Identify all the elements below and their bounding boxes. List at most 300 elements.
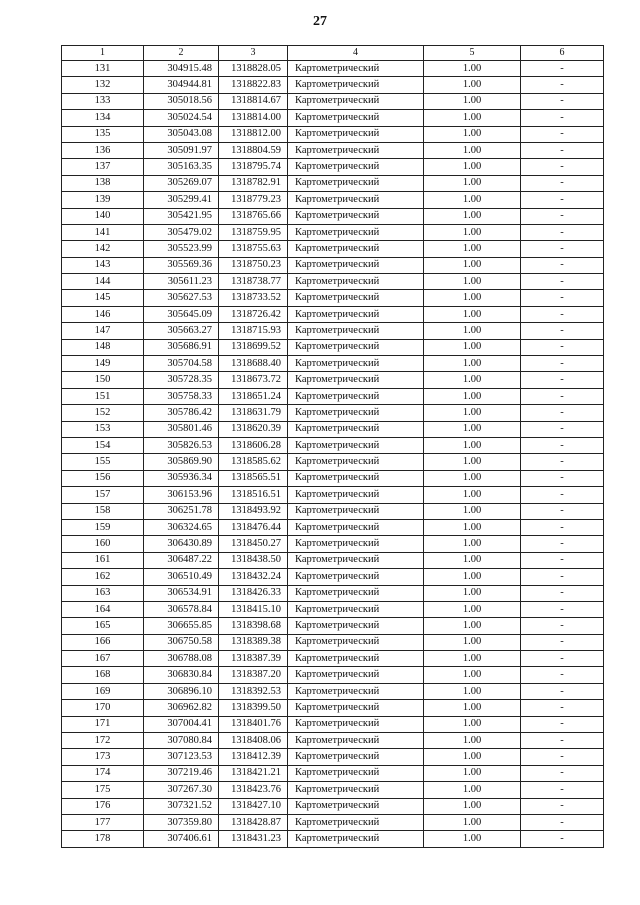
table-row — [62, 749, 604, 765]
x-coordinate-cell: 304915.48 — [144, 61, 219, 77]
point-number-cell: 161 — [62, 552, 144, 568]
table-row — [62, 552, 604, 568]
x-coordinate-cell: 305523.99 — [144, 241, 219, 257]
method-cell: Картометрический — [288, 569, 424, 585]
point-number-cell: 171 — [62, 716, 144, 732]
point-number-cell: 163 — [62, 585, 144, 601]
point-number-cell: 151 — [62, 388, 144, 404]
point-number-cell: 166 — [62, 634, 144, 650]
point-number-cell: 133 — [62, 93, 144, 109]
point-number-cell: 140 — [62, 208, 144, 224]
accuracy-cell: 1.00 — [424, 503, 521, 519]
note-cell: - — [521, 519, 604, 535]
y-coordinate-cell: 1318750.23 — [219, 257, 288, 273]
point-number-cell: 156 — [62, 470, 144, 486]
point-number-cell: 160 — [62, 536, 144, 552]
y-coordinate-cell: 1318431.23 — [219, 831, 288, 847]
x-coordinate-cell: 306510.49 — [144, 569, 219, 585]
point-number-cell: 145 — [62, 290, 144, 306]
y-coordinate-cell: 1318631.79 — [219, 405, 288, 421]
note-cell: - — [521, 487, 604, 503]
method-cell: Картометрический — [288, 175, 424, 191]
table-row — [62, 421, 604, 437]
accuracy-cell: 1.00 — [424, 159, 521, 175]
point-number-cell: 139 — [62, 192, 144, 208]
accuracy-cell: 1.00 — [424, 716, 521, 732]
accuracy-cell: 1.00 — [424, 339, 521, 355]
y-coordinate-cell: 1318401.76 — [219, 716, 288, 732]
y-coordinate-cell: 1318423.76 — [219, 782, 288, 798]
table-body — [62, 61, 604, 848]
note-cell: - — [521, 618, 604, 634]
point-number-cell: 176 — [62, 798, 144, 814]
note-cell: - — [521, 765, 604, 781]
point-number-cell: 158 — [62, 503, 144, 519]
method-cell: Картометрический — [288, 290, 424, 306]
x-coordinate-cell: 307321.52 — [144, 798, 219, 814]
method-cell: Картометрический — [288, 421, 424, 437]
x-coordinate-cell: 305663.27 — [144, 323, 219, 339]
y-coordinate-cell: 1318804.59 — [219, 142, 288, 158]
y-coordinate-cell: 1318733.52 — [219, 290, 288, 306]
method-cell: Картометрический — [288, 798, 424, 814]
method-cell: Картометрический — [288, 323, 424, 339]
note-cell: - — [521, 306, 604, 322]
table-row — [62, 782, 604, 798]
x-coordinate-cell: 306487.22 — [144, 552, 219, 568]
point-number-cell: 154 — [62, 437, 144, 453]
accuracy-cell: 1.00 — [424, 405, 521, 421]
y-coordinate-cell: 1318585.62 — [219, 454, 288, 470]
y-coordinate-cell: 1318814.00 — [219, 110, 288, 126]
method-cell: Картометрический — [288, 159, 424, 175]
x-coordinate-cell: 305043.08 — [144, 126, 219, 142]
note-cell: - — [521, 749, 604, 765]
method-cell: Картометрический — [288, 470, 424, 486]
accuracy-cell: 1.00 — [424, 454, 521, 470]
table-row — [62, 487, 604, 503]
accuracy-cell: 1.00 — [424, 175, 521, 191]
method-cell: Картометрический — [288, 831, 424, 847]
table-row — [62, 77, 604, 93]
point-number-cell: 135 — [62, 126, 144, 142]
table-row — [62, 241, 604, 257]
y-coordinate-cell: 1318782.91 — [219, 175, 288, 191]
point-number-cell: 165 — [62, 618, 144, 634]
method-cell: Картометрический — [288, 110, 424, 126]
coordinates-table — [61, 45, 604, 848]
point-number-cell: 168 — [62, 667, 144, 683]
method-cell: Картометрический — [288, 667, 424, 683]
y-coordinate-cell: 1318399.50 — [219, 700, 288, 716]
point-number-cell: 153 — [62, 421, 144, 437]
y-coordinate-cell: 1318795.74 — [219, 159, 288, 175]
y-coordinate-cell: 1318412.39 — [219, 749, 288, 765]
column-header-6: 6 — [521, 46, 604, 61]
method-cell: Картометрический — [288, 372, 424, 388]
accuracy-cell: 1.00 — [424, 126, 521, 142]
point-number-cell: 137 — [62, 159, 144, 175]
point-number-cell: 131 — [62, 61, 144, 77]
column-header-4: 4 — [288, 46, 424, 61]
point-number-cell: 147 — [62, 323, 144, 339]
note-cell: - — [521, 536, 604, 552]
y-coordinate-cell: 1318715.93 — [219, 323, 288, 339]
y-coordinate-cell: 1318408.06 — [219, 733, 288, 749]
table-row — [62, 634, 604, 650]
note-cell: - — [521, 93, 604, 109]
method-cell: Картометрический — [288, 618, 424, 634]
y-coordinate-cell: 1318450.27 — [219, 536, 288, 552]
accuracy-cell: 1.00 — [424, 733, 521, 749]
column-header-1: 1 — [62, 46, 144, 61]
table-row — [62, 601, 604, 617]
accuracy-cell: 1.00 — [424, 257, 521, 273]
x-coordinate-cell: 306324.65 — [144, 519, 219, 535]
method-cell: Картометрический — [288, 356, 424, 372]
point-number-cell: 169 — [62, 683, 144, 699]
x-coordinate-cell: 305826.53 — [144, 437, 219, 453]
table-row — [62, 765, 604, 781]
accuracy-cell: 1.00 — [424, 487, 521, 503]
y-coordinate-cell: 1318438.50 — [219, 552, 288, 568]
x-coordinate-cell: 305936.34 — [144, 470, 219, 486]
method-cell: Картометрический — [288, 224, 424, 240]
table-row — [62, 208, 604, 224]
point-number-cell: 167 — [62, 651, 144, 667]
x-coordinate-cell: 305686.91 — [144, 339, 219, 355]
point-number-cell: 172 — [62, 733, 144, 749]
x-coordinate-cell: 306578.84 — [144, 601, 219, 617]
method-cell: Картометрический — [288, 519, 424, 535]
note-cell: - — [521, 142, 604, 158]
column-header-5: 5 — [424, 46, 521, 61]
y-coordinate-cell: 1318812.00 — [219, 126, 288, 142]
y-coordinate-cell: 1318673.72 — [219, 372, 288, 388]
table-row — [62, 519, 604, 535]
x-coordinate-cell: 305611.23 — [144, 274, 219, 290]
accuracy-cell: 1.00 — [424, 536, 521, 552]
x-coordinate-cell: 306962.82 — [144, 700, 219, 716]
y-coordinate-cell: 1318415.10 — [219, 601, 288, 617]
table-row — [62, 503, 604, 519]
table-row — [62, 224, 604, 240]
accuracy-cell: 1.00 — [424, 831, 521, 847]
point-number-cell: 152 — [62, 405, 144, 421]
method-cell: Картометрический — [288, 536, 424, 552]
point-number-cell: 132 — [62, 77, 144, 93]
table-row — [62, 454, 604, 470]
method-cell: Картометрический — [288, 388, 424, 404]
accuracy-cell: 1.00 — [424, 323, 521, 339]
table-row — [62, 798, 604, 814]
table-row — [62, 323, 604, 339]
y-coordinate-cell: 1318779.23 — [219, 192, 288, 208]
method-cell: Картометрический — [288, 405, 424, 421]
y-coordinate-cell: 1318432.24 — [219, 569, 288, 585]
y-coordinate-cell: 1318421.21 — [219, 765, 288, 781]
method-cell: Картометрический — [288, 765, 424, 781]
x-coordinate-cell: 305569.36 — [144, 257, 219, 273]
accuracy-cell: 1.00 — [424, 437, 521, 453]
table-row — [62, 257, 604, 273]
point-number-cell: 144 — [62, 274, 144, 290]
y-coordinate-cell: 1318620.39 — [219, 421, 288, 437]
method-cell: Картометрический — [288, 733, 424, 749]
method-cell: Картометрический — [288, 503, 424, 519]
note-cell: - — [521, 782, 604, 798]
table-row — [62, 831, 604, 847]
table-row — [62, 290, 604, 306]
x-coordinate-cell: 307123.53 — [144, 749, 219, 765]
table-row — [62, 339, 604, 355]
y-coordinate-cell: 1318493.92 — [219, 503, 288, 519]
y-coordinate-cell: 1318389.38 — [219, 634, 288, 650]
y-coordinate-cell: 1318688.40 — [219, 356, 288, 372]
table-row — [62, 683, 604, 699]
note-cell: - — [521, 372, 604, 388]
accuracy-cell: 1.00 — [424, 224, 521, 240]
accuracy-cell: 1.00 — [424, 700, 521, 716]
x-coordinate-cell: 306534.91 — [144, 585, 219, 601]
table-row — [62, 306, 604, 322]
point-number-cell: 138 — [62, 175, 144, 191]
x-coordinate-cell: 306750.58 — [144, 634, 219, 650]
note-cell: - — [521, 421, 604, 437]
table-row — [62, 126, 604, 142]
note-cell: - — [521, 388, 604, 404]
point-number-cell: 157 — [62, 487, 144, 503]
note-cell: - — [521, 814, 604, 830]
method-cell: Картометрический — [288, 552, 424, 568]
point-number-cell: 155 — [62, 454, 144, 470]
note-cell: - — [521, 651, 604, 667]
point-number-cell: 150 — [62, 372, 144, 388]
note-cell: - — [521, 61, 604, 77]
point-number-cell: 177 — [62, 814, 144, 830]
x-coordinate-cell: 305421.95 — [144, 208, 219, 224]
method-cell: Картометрический — [288, 651, 424, 667]
table-row — [62, 274, 604, 290]
accuracy-cell: 1.00 — [424, 749, 521, 765]
accuracy-cell: 1.00 — [424, 192, 521, 208]
y-coordinate-cell: 1318387.20 — [219, 667, 288, 683]
y-coordinate-cell: 1318765.66 — [219, 208, 288, 224]
table-header-row — [62, 46, 604, 61]
method-cell: Картометрический — [288, 585, 424, 601]
accuracy-cell: 1.00 — [424, 601, 521, 617]
table-row — [62, 536, 604, 552]
x-coordinate-cell: 305786.42 — [144, 405, 219, 421]
x-coordinate-cell: 305269.07 — [144, 175, 219, 191]
accuracy-cell: 1.00 — [424, 569, 521, 585]
note-cell: - — [521, 552, 604, 568]
point-number-cell: 164 — [62, 601, 144, 617]
note-cell: - — [521, 716, 604, 732]
table-row — [62, 372, 604, 388]
table-row — [62, 388, 604, 404]
y-coordinate-cell: 1318426.33 — [219, 585, 288, 601]
note-cell: - — [521, 110, 604, 126]
x-coordinate-cell: 305645.09 — [144, 306, 219, 322]
y-coordinate-cell: 1318651.24 — [219, 388, 288, 404]
x-coordinate-cell: 305704.58 — [144, 356, 219, 372]
accuracy-cell: 1.00 — [424, 290, 521, 306]
page-number: 27 — [313, 14, 327, 29]
y-coordinate-cell: 1318427.10 — [219, 798, 288, 814]
note-cell: - — [521, 601, 604, 617]
y-coordinate-cell: 1318822.83 — [219, 77, 288, 93]
point-number-cell: 134 — [62, 110, 144, 126]
x-coordinate-cell: 305024.54 — [144, 110, 219, 126]
accuracy-cell: 1.00 — [424, 470, 521, 486]
table-row — [62, 405, 604, 421]
coordinates-table-container — [61, 45, 603, 848]
method-cell: Картометрический — [288, 274, 424, 290]
note-cell: - — [521, 77, 604, 93]
x-coordinate-cell: 306251.78 — [144, 503, 219, 519]
method-cell: Картометрический — [288, 601, 424, 617]
table-row — [62, 142, 604, 158]
x-coordinate-cell: 307359.80 — [144, 814, 219, 830]
method-cell: Картометрический — [288, 634, 424, 650]
point-number-cell: 174 — [62, 765, 144, 781]
note-cell: - — [521, 126, 604, 142]
method-cell: Картометрический — [288, 683, 424, 699]
note-cell: - — [521, 356, 604, 372]
x-coordinate-cell: 307406.61 — [144, 831, 219, 847]
y-coordinate-cell: 1318392.53 — [219, 683, 288, 699]
note-cell: - — [521, 569, 604, 585]
note-cell: - — [521, 437, 604, 453]
note-cell: - — [521, 831, 604, 847]
point-number-cell: 146 — [62, 306, 144, 322]
x-coordinate-cell: 306830.84 — [144, 667, 219, 683]
x-coordinate-cell: 307267.30 — [144, 782, 219, 798]
y-coordinate-cell: 1318516.51 — [219, 487, 288, 503]
table-row — [62, 585, 604, 601]
note-cell: - — [521, 700, 604, 716]
accuracy-cell: 1.00 — [424, 93, 521, 109]
method-cell: Картометрический — [288, 208, 424, 224]
x-coordinate-cell: 306788.08 — [144, 651, 219, 667]
point-number-cell: 142 — [62, 241, 144, 257]
point-number-cell: 136 — [62, 142, 144, 158]
x-coordinate-cell: 305018.56 — [144, 93, 219, 109]
y-coordinate-cell: 1318565.51 — [219, 470, 288, 486]
note-cell: - — [521, 339, 604, 355]
table-row — [62, 93, 604, 109]
table-row — [62, 733, 604, 749]
note-cell: - — [521, 241, 604, 257]
y-coordinate-cell: 1318398.68 — [219, 618, 288, 634]
method-cell: Картометрический — [288, 257, 424, 273]
point-number-cell: 149 — [62, 356, 144, 372]
method-cell: Картометрический — [288, 454, 424, 470]
x-coordinate-cell: 306655.85 — [144, 618, 219, 634]
table-row — [62, 716, 604, 732]
note-cell: - — [521, 683, 604, 699]
point-number-cell: 170 — [62, 700, 144, 716]
x-coordinate-cell: 305758.33 — [144, 388, 219, 404]
y-coordinate-cell: 1318476.44 — [219, 519, 288, 535]
method-cell: Картометрический — [288, 93, 424, 109]
y-coordinate-cell: 1318759.95 — [219, 224, 288, 240]
point-number-cell: 141 — [62, 224, 144, 240]
x-coordinate-cell: 306153.96 — [144, 487, 219, 503]
accuracy-cell: 1.00 — [424, 421, 521, 437]
note-cell: - — [521, 470, 604, 486]
x-coordinate-cell: 305479.02 — [144, 224, 219, 240]
table-row — [62, 667, 604, 683]
point-number-cell: 178 — [62, 831, 144, 847]
y-coordinate-cell: 1318428.87 — [219, 814, 288, 830]
accuracy-cell: 1.00 — [424, 814, 521, 830]
x-coordinate-cell: 307080.84 — [144, 733, 219, 749]
note-cell: - — [521, 192, 604, 208]
accuracy-cell: 1.00 — [424, 667, 521, 683]
accuracy-cell: 1.00 — [424, 765, 521, 781]
method-cell: Картометрический — [288, 61, 424, 77]
accuracy-cell: 1.00 — [424, 356, 521, 372]
column-header-3: 3 — [219, 46, 288, 61]
method-cell: Картометрический — [288, 77, 424, 93]
accuracy-cell: 1.00 — [424, 552, 521, 568]
note-cell: - — [521, 585, 604, 601]
x-coordinate-cell: 306430.89 — [144, 536, 219, 552]
method-cell: Картометрический — [288, 700, 424, 716]
point-number-cell: 148 — [62, 339, 144, 355]
accuracy-cell: 1.00 — [424, 798, 521, 814]
method-cell: Картометрический — [288, 487, 424, 503]
x-coordinate-cell: 305091.97 — [144, 142, 219, 158]
note-cell: - — [521, 175, 604, 191]
table-row — [62, 61, 604, 77]
note-cell: - — [521, 503, 604, 519]
table-row — [62, 651, 604, 667]
accuracy-cell: 1.00 — [424, 306, 521, 322]
table-row — [62, 110, 604, 126]
accuracy-cell: 1.00 — [424, 61, 521, 77]
y-coordinate-cell: 1318814.67 — [219, 93, 288, 109]
note-cell: - — [521, 159, 604, 175]
method-cell: Картометрический — [288, 306, 424, 322]
method-cell: Картометрический — [288, 749, 424, 765]
accuracy-cell: 1.00 — [424, 388, 521, 404]
y-coordinate-cell: 1318755.63 — [219, 241, 288, 257]
accuracy-cell: 1.00 — [424, 372, 521, 388]
table-row — [62, 814, 604, 830]
point-number-cell: 162 — [62, 569, 144, 585]
table-row — [62, 192, 604, 208]
y-coordinate-cell: 1318387.39 — [219, 651, 288, 667]
x-coordinate-cell: 305801.46 — [144, 421, 219, 437]
accuracy-cell: 1.00 — [424, 241, 521, 257]
accuracy-cell: 1.00 — [424, 519, 521, 535]
note-cell: - — [521, 798, 604, 814]
accuracy-cell: 1.00 — [424, 208, 521, 224]
table-row — [62, 437, 604, 453]
accuracy-cell: 1.00 — [424, 683, 521, 699]
point-number-cell: 159 — [62, 519, 144, 535]
point-number-cell: 173 — [62, 749, 144, 765]
method-cell: Картометрический — [288, 437, 424, 453]
y-coordinate-cell: 1318828.05 — [219, 61, 288, 77]
accuracy-cell: 1.00 — [424, 142, 521, 158]
accuracy-cell: 1.00 — [424, 274, 521, 290]
note-cell: - — [521, 454, 604, 470]
note-cell: - — [521, 667, 604, 683]
